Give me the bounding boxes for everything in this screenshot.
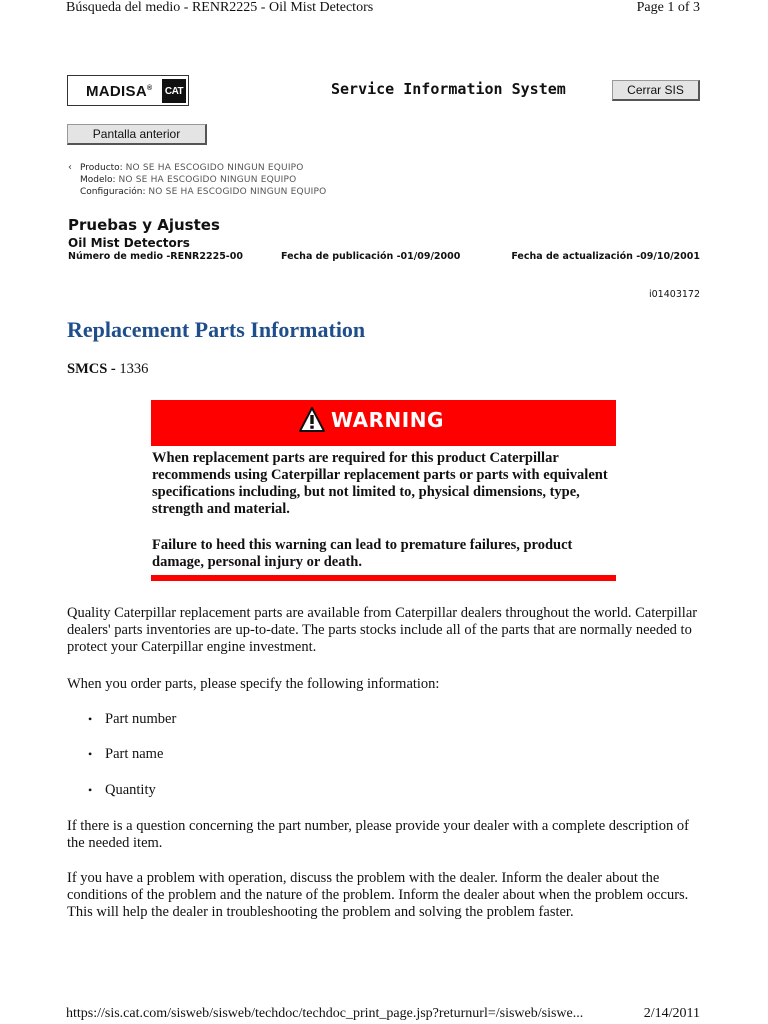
previous-screen-button[interactable]: Pantalla anterior	[67, 124, 207, 145]
warning-label: WARNING	[331, 408, 444, 432]
list-item: • Quantity	[88, 782, 156, 798]
smcs-label: SMCS -	[67, 361, 116, 377]
paragraph-3: If there is a question concerning the part number, please provide your dealer with a complete description of the needed item.	[67, 818, 689, 851]
print-header-title: Búsqueda del medio - RENR2225 - Oil Mist Detectors	[66, 0, 374, 15]
warning-paragraph-2: Failure to heed this warning can lead to premature failures, product damage, personal injury or death.	[152, 537, 573, 570]
product-label: Producto:	[80, 163, 123, 173]
media-id: i01403172	[649, 289, 700, 300]
print-footer-date: 2/14/2011	[643, 1006, 700, 1021]
smcs-value: 1336	[119, 361, 149, 377]
cat-logo-icon: CAT	[162, 79, 186, 103]
update-date: Fecha de actualización -09/10/2001	[511, 251, 700, 262]
doc-name: Oil Mist Detectors	[68, 236, 190, 250]
publication-date: Fecha de publicación -01/09/2000	[281, 251, 461, 262]
model-label: Modelo:	[80, 175, 116, 185]
madisa-cat-logo	[67, 75, 189, 106]
warning-bottom-rule	[151, 575, 616, 581]
config-value: NO SE HA ESCOGIDO NINGUN EQUIPO	[148, 187, 327, 197]
paragraph-4: If you have a problem with operation, discuss the problem with the dealer. Inform the dealer about the conditions of the problem and the nature of the problem. Inform the dealer about when the problem occurs. This will help the dealer in troubleshooting the problem and solving the problem faster.	[67, 870, 689, 920]
logo-madisa-text: MADISA®	[86, 83, 153, 100]
list-item: • Part name	[88, 746, 164, 762]
sis-title: Service Information System	[331, 80, 566, 98]
model-value: NO SE HA ESCOGIDO NINGUN EQUIPO	[118, 175, 297, 185]
paragraph-1: Quality Caterpillar replacement parts are available from Caterpillar dealers throughout the world. Caterpillar dealers' parts inventories are up-to-date. The parts stocks include all of the parts that are normally needed to protect your Caterpillar engine investment.	[67, 605, 698, 655]
page-title: Replacement Parts Information	[67, 317, 366, 342]
equipment-info	[68, 162, 326, 198]
warning-body	[152, 450, 612, 590]
media-number: Número de medio -RENR2225-00	[68, 251, 243, 262]
print-header-page: Page 1 of 3	[636, 0, 700, 15]
doc-type: Pruebas y Ajustes	[68, 216, 220, 234]
config-label: Configuración:	[80, 187, 146, 197]
smcs-code	[67, 361, 148, 378]
close-sis-button[interactable]: Cerrar SIS	[612, 80, 700, 101]
warning-banner	[151, 400, 616, 446]
chevron-left-icon[interactable]: ‹	[68, 162, 72, 173]
list-item: • Part number	[88, 711, 177, 727]
print-header	[66, 0, 700, 20]
warning-triangle-icon	[299, 407, 325, 433]
product-value: NO SE HA ESCOGIDO NINGUN EQUIPO	[125, 163, 304, 173]
warning-paragraph-1: When replacement parts are required for this product Caterpillar recommends using Caterpillar replacement parts or parts with equivalent specifications including, but not limited to, physical dimensions, type, strength and material.	[152, 450, 608, 517]
paragraph-2: When you order parts, please specify the following information:	[67, 676, 440, 692]
print-footer-url: https://sis.cat.com/sisweb/sisweb/techdoc/techdoc_print_page.jsp?returnurl=/sisweb/siswe...	[66, 1006, 584, 1021]
